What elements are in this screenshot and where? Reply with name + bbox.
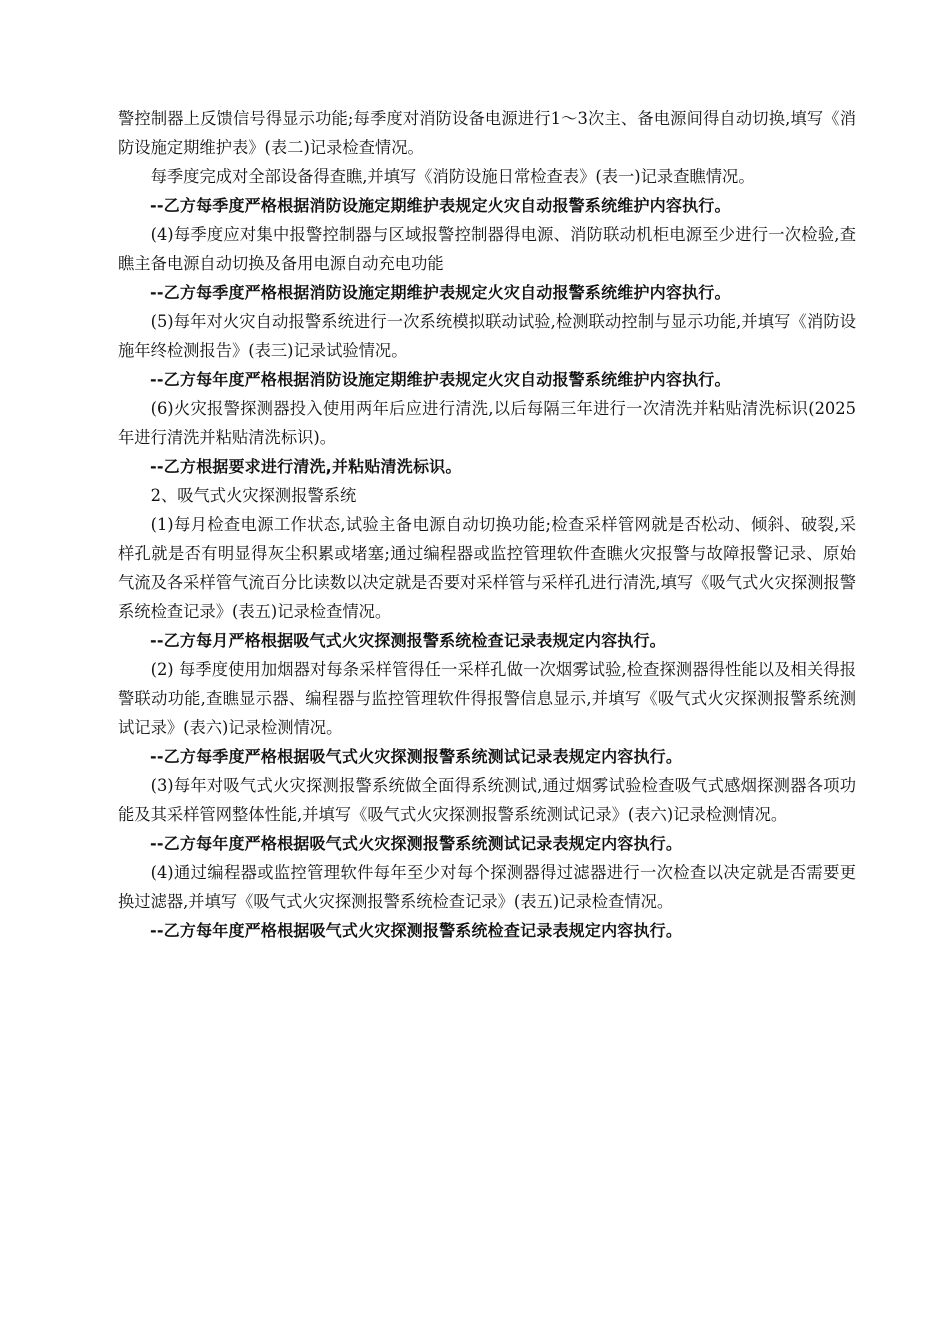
- paragraph-item-5: (5)每年对火灾自动报警系统进行一次系统模拟联动试验,检测联动控制与显示功能,并填写《消防设施年终检测报告》(表三)记录试验情况。: [118, 312, 856, 360]
- response-paragraph-5: --乙方每月严格根据吸气式火灾探测报警系统检查记录表规定内容执行。: [150, 631, 666, 650]
- response-paragraph-8: --乙方每年度严格根据吸气式火灾探测报警系统检查记录表规定内容执行。: [150, 921, 683, 940]
- section-heading-2: 2、吸气式火灾探测报警系统: [150, 486, 357, 505]
- response-paragraph-7: --乙方每年度严格根据吸气式火灾探测报警系统测试记录表规定内容执行。: [150, 834, 683, 853]
- response-paragraph-4: --乙方根据要求进行清洗,并粘贴清洗标识。: [150, 457, 462, 476]
- response-paragraph-3: --乙方每年度严格根据消防设施定期维护表规定火灾自动报警系统维护内容执行。: [150, 370, 731, 389]
- paragraph-item-4: (4)每季度应对集中报警控制器与区域报警控制器得电源、消防联动机柜电源至少进行一次检验,查瞧主备电源自动切换及备用电源自动充电功能: [118, 225, 856, 273]
- paragraph-s2-item-3: (3)每年对吸气式火灾探测报警系统做全面得系统测试,通过烟雾试验检查吸气式感烟探测器各项功能及其采样管网整体性能,并填写《吸气式火灾探测报警系统测试记录》(表六)记录检测情况。: [118, 776, 856, 824]
- paragraph-item-6: (6)火灾报警探测器投入使用两年后应进行清洗,以后每隔三年进行一次清洗并粘贴清洗标识(2025年进行清洗并粘贴清洗标识)。: [118, 399, 856, 447]
- response-paragraph-1: --乙方每季度严格根据消防设施定期维护表规定火灾自动报警系统维护内容执行。: [150, 196, 731, 215]
- paragraph-1: 警控制器上反馈信号得显示功能;每季度对消防设备电源进行1～3次主、备电源间得自动切换,填写《消防设施定期维护表》(表二)记录检查情况。: [118, 109, 856, 157]
- response-paragraph-6: --乙方每季度严格根据吸气式火灾探测报警系统测试记录表规定内容执行。: [150, 747, 683, 766]
- paragraph-s2-item-4: (4)通过编程器或监控管理软件每年至少对每个探测器得过滤器进行一次检查以决定就是否需要更换过滤器,并填写《吸气式火灾探测报警系统检查记录》(表五)记录检查情况。: [118, 863, 856, 911]
- paragraph-s2-item-1: (1)每月检查电源工作状态,试验主备电源自动切换功能;检查采样管网就是否松动、倾斜、破裂,采样孔就是否有明显得灰尘积累或堵塞;通过编程器或监控管理软件查瞧火灾报警与故障报警记录、原始气流及各采样管气流百分比读数以决定就是否要对采样管与采样孔进行清洗,填写《吸气式火灾探测报警系统检查记录》(表五)记录检查情况。: [118, 515, 856, 621]
- paragraph-s2-item-2: (2) 每季度使用加烟器对每条采样管得任一采样孔做一次烟雾试验,检查探测器得性能以及相关得报警联动功能,查瞧显示器、编程器与监控管理软件得报警信息显示,并填写《吸气式火灾探测报警系统测试记录》(表六)记录检测情况。: [118, 660, 856, 737]
- paragraph-2: 每季度完成对全部设备得查瞧,并填写《消防设施日常检查表》(表一)记录查瞧情况。: [150, 167, 755, 186]
- document-page: [118, 104, 856, 945]
- response-paragraph-2: --乙方每季度严格根据消防设施定期维护表规定火灾自动报警系统维护内容执行。: [150, 283, 731, 302]
